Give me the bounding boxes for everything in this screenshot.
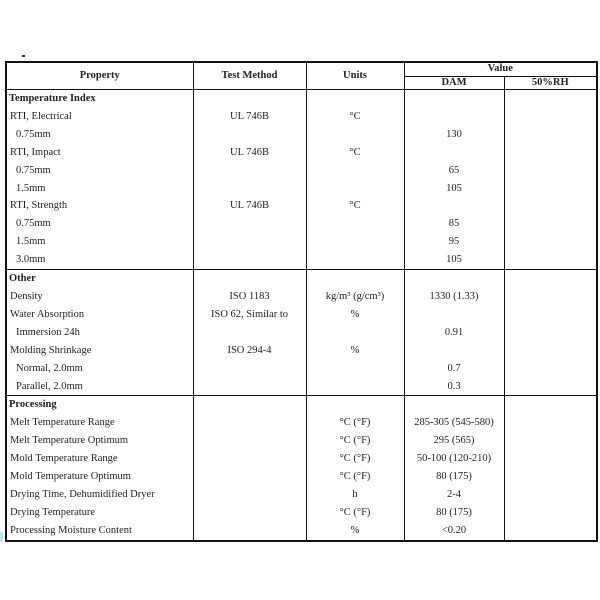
section-header-row xyxy=(6,396,597,414)
property-cell: Water Absorption xyxy=(6,306,193,324)
dam-value-cell: 130 xyxy=(404,126,504,144)
units-cell xyxy=(306,162,404,180)
property-cell: Normal, 2.0mm xyxy=(6,360,193,378)
test-method-cell xyxy=(193,126,306,144)
rh-value-cell xyxy=(504,144,597,162)
dam-value-cell: 80 (175) xyxy=(404,468,504,486)
header-dam: DAM xyxy=(404,76,504,90)
units-cell xyxy=(306,180,404,198)
dam-value-cell: 295 (565) xyxy=(404,432,504,450)
empty-cell xyxy=(306,396,404,414)
test-method-cell xyxy=(193,180,306,198)
units-cell xyxy=(306,324,404,342)
table-row xyxy=(6,144,597,162)
property-cell: Melt Temperature Range xyxy=(6,414,193,432)
section-title: Temperature Index xyxy=(6,90,193,108)
rh-value-cell xyxy=(504,504,597,522)
header-test-method: Test Method xyxy=(193,62,306,90)
units-cell: °C (°F) xyxy=(306,414,404,432)
property-cell: 1.5mm xyxy=(6,233,193,251)
property-cell: RTI, Strength xyxy=(6,197,193,215)
dam-value-cell: 105 xyxy=(404,180,504,198)
test-method-cell xyxy=(193,251,306,269)
section-header-row xyxy=(6,90,597,108)
test-method-cell: ISO 1183 xyxy=(193,288,306,306)
units-cell xyxy=(306,215,404,233)
test-method-cell xyxy=(193,324,306,342)
table-row xyxy=(6,233,597,251)
rh-value-cell xyxy=(504,432,597,450)
test-method-cell: UL 746B xyxy=(193,108,306,126)
rh-value-cell xyxy=(504,233,597,251)
property-cell: Density xyxy=(6,288,193,306)
property-cell: RTI, Impact xyxy=(6,144,193,162)
stray-mark xyxy=(22,55,25,57)
rh-value-cell xyxy=(504,306,597,324)
properties-table xyxy=(5,61,598,542)
empty-cell xyxy=(193,396,306,414)
units-cell xyxy=(306,126,404,144)
property-cell: Melt Temperature Optimum xyxy=(6,432,193,450)
table-row xyxy=(6,162,597,180)
property-cell: Immersion 24h xyxy=(6,324,193,342)
rh-value-cell xyxy=(504,378,597,396)
property-cell: Drying Temperature xyxy=(6,504,193,522)
dam-value-cell: 85 xyxy=(404,215,504,233)
empty-cell xyxy=(504,90,597,108)
units-cell: °C xyxy=(306,144,404,162)
test-method-cell xyxy=(193,162,306,180)
dam-value-cell: 105 xyxy=(404,251,504,269)
dam-value-cell: 80 (175) xyxy=(404,504,504,522)
dam-value-cell: 65 xyxy=(404,162,504,180)
table-row xyxy=(6,324,597,342)
property-cell: 1.5mm xyxy=(6,180,193,198)
rh-value-cell xyxy=(504,486,597,504)
empty-cell xyxy=(404,396,504,414)
dam-value-cell: 0.7 xyxy=(404,360,504,378)
units-cell xyxy=(306,251,404,269)
test-method-cell xyxy=(193,468,306,486)
units-cell: °C xyxy=(306,108,404,126)
units-cell: kg/m³ (g/cm³) xyxy=(306,288,404,306)
empty-cell xyxy=(404,270,504,288)
section-title: Processing xyxy=(6,396,193,414)
table-row xyxy=(6,288,597,306)
section-title: Other xyxy=(6,270,193,288)
rh-value-cell xyxy=(504,522,597,541)
property-cell: Mold Temperature Optimum xyxy=(6,468,193,486)
test-method-cell xyxy=(193,233,306,251)
section-group xyxy=(6,270,597,396)
rh-value-cell xyxy=(504,450,597,468)
property-cell: 0.75mm xyxy=(6,215,193,233)
units-cell: °C xyxy=(306,197,404,215)
table-row xyxy=(6,486,597,504)
test-method-cell xyxy=(193,450,306,468)
units-cell: °C (°F) xyxy=(306,450,404,468)
empty-cell xyxy=(504,270,597,288)
dam-value-cell: 285-305 (545-580) xyxy=(404,414,504,432)
property-cell: Processing Moisture Content xyxy=(6,522,193,541)
rh-value-cell xyxy=(504,342,597,360)
empty-cell xyxy=(193,90,306,108)
table-row xyxy=(6,180,597,198)
dam-value-cell: 2-4 xyxy=(404,486,504,504)
units-cell: % xyxy=(306,522,404,541)
table-row xyxy=(6,522,597,541)
dam-value-cell: 0.91 xyxy=(404,324,504,342)
units-cell: % xyxy=(306,342,404,360)
section-group xyxy=(6,90,597,270)
rh-value-cell xyxy=(504,360,597,378)
units-cell: °C (°F) xyxy=(306,468,404,486)
units-cell: °C (°F) xyxy=(306,504,404,522)
rh-value-cell xyxy=(504,288,597,306)
table-row xyxy=(6,432,597,450)
edge-artifact xyxy=(0,532,3,542)
units-cell xyxy=(306,360,404,378)
table-row xyxy=(6,504,597,522)
property-cell: 3.0mm xyxy=(6,251,193,269)
property-cell: Mold Temperature Range xyxy=(6,450,193,468)
test-method-cell xyxy=(193,504,306,522)
header-50rh: 50%RH xyxy=(504,76,597,90)
table-row xyxy=(6,251,597,269)
table-row xyxy=(6,468,597,486)
dam-value-cell xyxy=(404,144,504,162)
header-units: Units xyxy=(306,62,404,90)
dam-value-cell: 95 xyxy=(404,233,504,251)
empty-cell xyxy=(306,90,404,108)
rh-value-cell xyxy=(504,251,597,269)
units-cell: % xyxy=(306,306,404,324)
dam-value-cell xyxy=(404,342,504,360)
test-method-cell xyxy=(193,414,306,432)
table-row xyxy=(6,378,597,396)
property-cell: Drying Time, Dehumidified Dryer xyxy=(6,486,193,504)
table-row xyxy=(6,108,597,126)
test-method-cell: ISO 62, Similar to xyxy=(193,306,306,324)
empty-cell xyxy=(306,270,404,288)
table-row xyxy=(6,414,597,432)
empty-cell xyxy=(504,396,597,414)
rh-value-cell xyxy=(504,215,597,233)
table-row xyxy=(6,342,597,360)
rh-value-cell xyxy=(504,197,597,215)
rh-value-cell xyxy=(504,180,597,198)
property-cell: RTI, Electrical xyxy=(6,108,193,126)
test-method-cell: UL 746B xyxy=(193,197,306,215)
test-method-cell: UL 746B xyxy=(193,144,306,162)
units-cell xyxy=(306,378,404,396)
section-group xyxy=(6,396,597,541)
empty-cell xyxy=(404,90,504,108)
units-cell: h xyxy=(306,486,404,504)
table-row xyxy=(6,306,597,324)
dam-value-cell: <0.20 xyxy=(404,522,504,541)
table-row xyxy=(6,215,597,233)
rh-value-cell xyxy=(504,126,597,144)
test-method-cell: ISO 294-4 xyxy=(193,342,306,360)
header-value: Value xyxy=(404,62,597,76)
property-cell: 0.75mm xyxy=(6,162,193,180)
header-property: Property xyxy=(6,62,193,90)
dam-value-cell xyxy=(404,197,504,215)
table-row xyxy=(6,360,597,378)
dam-value-cell: 1330 (1.33) xyxy=(404,288,504,306)
rh-value-cell xyxy=(504,468,597,486)
rh-value-cell xyxy=(504,414,597,432)
section-header-row xyxy=(6,270,597,288)
table-row xyxy=(6,197,597,215)
rh-value-cell xyxy=(504,324,597,342)
test-method-cell xyxy=(193,522,306,541)
units-cell: °C (°F) xyxy=(306,432,404,450)
property-cell: Parallel, 2.0mm xyxy=(6,378,193,396)
property-cell: Molding Shrinkage xyxy=(6,342,193,360)
table-row xyxy=(6,450,597,468)
dam-value-cell xyxy=(404,108,504,126)
dam-value-cell: 0.3 xyxy=(404,378,504,396)
table-header xyxy=(6,62,597,90)
test-method-cell xyxy=(193,360,306,378)
units-cell xyxy=(306,233,404,251)
property-cell: 0.75mm xyxy=(6,126,193,144)
test-method-cell xyxy=(193,378,306,396)
test-method-cell xyxy=(193,432,306,450)
test-method-cell xyxy=(193,215,306,233)
table-row xyxy=(6,126,597,144)
dam-value-cell xyxy=(404,306,504,324)
rh-value-cell xyxy=(504,108,597,126)
rh-value-cell xyxy=(504,162,597,180)
empty-cell xyxy=(193,270,306,288)
test-method-cell xyxy=(193,486,306,504)
dam-value-cell: 50-100 (120-210) xyxy=(404,450,504,468)
